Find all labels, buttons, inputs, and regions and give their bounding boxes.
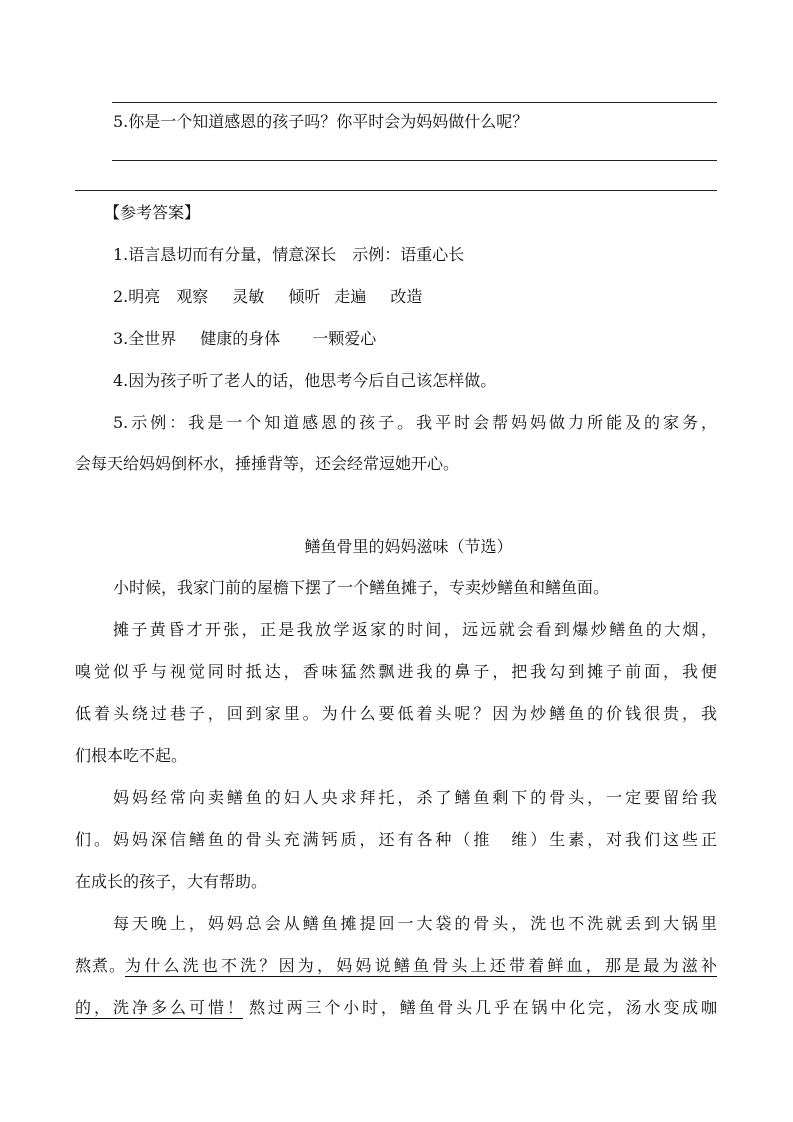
article-text: 熬过两三个小时，鳝鱼骨头几乎在锅中化完，汤水变成咖 (249, 998, 717, 1017)
article-line: 摊子黄昏才开张，正是我放学返家的时间，远远就会看到爆炒鳝鱼的大烟， (113, 620, 717, 639)
answer-blank-line (112, 102, 717, 103)
answers-heading: 【参考答案】 (104, 203, 201, 222)
article-line: 妈妈经常向卖鳝鱼的妇人央求拜托，杀了鳝鱼剩下的骨头，一定要留给我 (113, 788, 717, 807)
article-line: 小时候，我家门前的屋檐下摆了一个鳝鱼摊子，专卖炒鳝鱼和鳝鱼面。 (113, 578, 610, 597)
section-divider (75, 190, 717, 191)
article-line: 们。妈妈深信鳝鱼的骨头充满钙质，还有各种（推 维）生素，对我们这些正 (75, 830, 717, 849)
answer-3-part: 3.全世界 (113, 329, 177, 348)
article-title: 鳝鱼骨里的妈妈滋味（节选） (304, 537, 513, 556)
underlined-text: 为什么洗也不洗？因为，妈妈说鳝鱼骨头上还带着鲜血，那是最为滋补 (125, 956, 717, 975)
answer-2-part: 改造 (390, 287, 423, 306)
answer-2-part: 2.明亮 (113, 287, 161, 306)
answer-blank-line (112, 160, 717, 161)
article-line: 每天晚上，妈妈总会从鳝鱼摊提回一大袋的骨头，洗也不洗就丢到大锅里 (113, 914, 717, 933)
underlined-text: 的，洗净多么可惜！ (75, 998, 243, 1017)
answer-1-part: 1.语言恳切而有分量，情意深长 (113, 245, 337, 264)
answer-2-part: 倾听 (288, 287, 321, 306)
question-5: 5.你是一个知道感恩的孩子吗？你平时会为妈妈做什么呢？ (113, 112, 529, 131)
answer-4: 4.因为孩子听了老人的话，他思考今后自己该怎样做。 (113, 371, 497, 390)
answer-2-part: 灵敏 (232, 287, 265, 306)
answer-2 (113, 286, 717, 308)
article-line (75, 955, 717, 977)
article-text: 熬煮。 (75, 956, 127, 975)
answer-2-part: 走遍 (334, 287, 367, 306)
answer-3-part: 健康的身体 (200, 329, 281, 348)
article-line: 嗅觉似乎与视觉同时抵达，香味猛然飘进我的鼻子，把我勾到摊子前面，我便 (75, 662, 717, 681)
article-line: 低着头绕过巷子，回到家里。为什么要低着头呢？因为炒鳝鱼的价钱很贵，我 (75, 704, 717, 723)
answer-3 (113, 328, 717, 350)
answer-5-line: 5.示例：我是一个知道感恩的孩子。我平时会帮妈妈做力所能及的家务， (113, 413, 717, 432)
answer-5-line: 会每天给妈妈倒杯水，捶捶背等，还会经常逗她开心。 (75, 454, 460, 473)
answer-1-part: 示例：语重心长 (352, 245, 465, 264)
article-line: 在成长的孩子，大有帮助。 (75, 872, 268, 891)
answer-2-part: 观察 (176, 287, 209, 306)
answer-1 (113, 244, 717, 266)
answer-3-part: 一颗爱心 (312, 329, 377, 348)
article-line: 们根本吃不起。 (75, 746, 188, 765)
article-line (75, 997, 717, 1019)
